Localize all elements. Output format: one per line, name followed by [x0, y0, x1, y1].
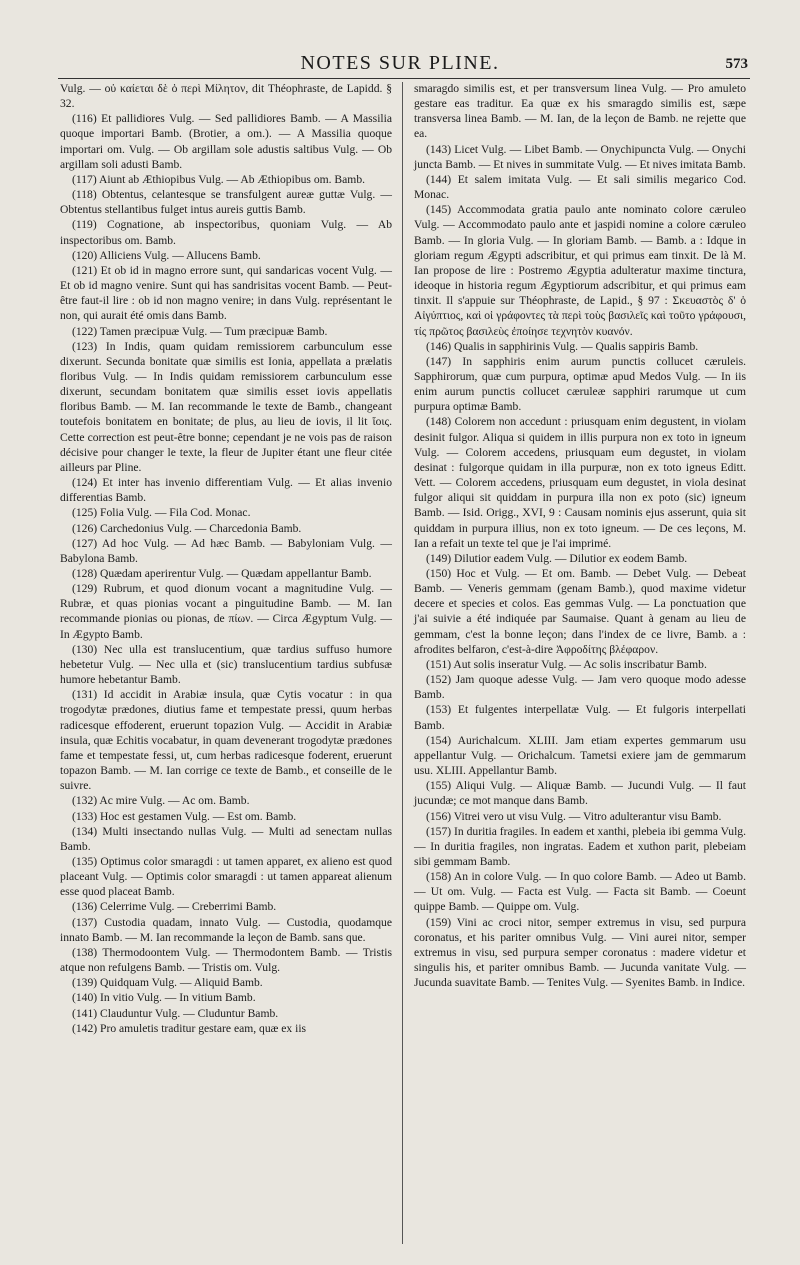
note-paragraph: (146) Qualis in sapphirinis Vulg. — Qualis sappiris Bamb.: [426, 339, 699, 353]
column-divider: [402, 82, 403, 1244]
note-paragraph: (134) Multi insectando nullas Vulg. — Multi ad senectam nullas Bamb.: [60, 824, 392, 853]
note-paragraph: (127) Ad hoc Vulg. — Ad hæc Bamb. — Babyloniam Vulg. — Babylona Bamb.: [60, 536, 392, 565]
note-paragraph: Vulg. — οὐ καίεται δὲ ὁ περὶ Μίλητον, dit Théophraste, de Lapidd. § 32.: [60, 82, 392, 111]
note-paragraph: (157) In duritia fragiles. In eadem et xanthi, plebeia ibi gemma Vulg. — In duritia fragiles, non ingratas. Eadem et xuthon parit, plebeiam sibi gemmam Bamb.: [414, 824, 746, 868]
left-column: [60, 81, 392, 1036]
note-paragraph: (147) In sapphiris enim aurum punctis collucet cæruleis. Sapphirorum, quæ cum purpura, optimæ apud Medos Vulg. — In iis enim aurum punctis collucet cæruleæ sapphiri rarumque ut cum purpura optimæ Bamb.: [414, 354, 746, 414]
note-paragraph: (149) Dilutior eadem Vulg. — Dilutior ex eodem Bamb.: [426, 551, 688, 565]
note-paragraph: (143) Licet Vulg. — Libet Bamb. — Onychipuncta Vulg. — Onychi juncta Bamb. — Et nives in summitate Vulg. — Et nives imitata Bamb.: [414, 142, 746, 171]
note-paragraph: (154) Aurichalcum. XLIII. Jam etiam expertes gemmarum usu appellantur Vulg. — Orichalcum. Tametsi exiere jam de gemmarum usu. XLIII. Appellantur Bamb.: [414, 733, 746, 778]
note-paragraph: (120) Alliciens Vulg. — Allucens Bamb.: [72, 248, 261, 262]
note-paragraph: (128) Quædam aperirentur Vulg. — Quædam appellantur Bamb.: [72, 567, 372, 580]
note-paragraph: (116) Et pallidiores Vulg. — Sed pallidiores Bamb. — A Massilia quoque importari Bamb. (Brotier, a om.). — A Massilia quoque importari om. Vulg. — Ob argillam sole adustis saltibus Vulg. — Ob argillam soli adusti Bamb.: [60, 112, 392, 171]
note-paragraph: (159) Vini ac croci nitor, semper extremus in visu, sed purpura coronatus, et his pariter omnibus Vulg. — Vini aurei nitor, semper extremus in visu, sed purpura semper coronatus : madere videtur et singulis his, et pariter omnibus Bamb. — Jucunda vanitate Vulg. — Jucunda suavitate Bamb. — Tenites Vulg. — Syenites Bamb. in Indice.: [414, 915, 746, 990]
note-paragraph: (139) Quidquam Vulg. — Aliquid Bamb.: [72, 976, 263, 990]
page-number: 573: [725, 56, 748, 72]
note-paragraph: (122) Tamen præcipuæ Vulg. — Tum præcipuæ Bamb.: [72, 324, 328, 338]
note-paragraph: (142) Pro amuletis traditur gestare eam, quæ ex iis: [72, 1021, 307, 1035]
note-paragraph: (145) Accommodata gratia paulo ante nominato colore cæruleo Vulg. — Accommodato paulo ante et jaspidi nomine a colore cæruleo Bamb. — In gloria Vulg. — In gloriam Bamb. — Bamb. a : Idque in gloriam regum Ægypti adscribitur, et qui primus eam tinxit. De là M. Ian propose de lire : Postremo Ægyptia adulteratur maxime tinctura, ideoque in historia regum Ægyptiorum adscribitur, et qui primus eam tinxit. Il s'appuie sur Théophraste, de Lapid., § 97 : Σκευαστὸς δ' ὁ Αἰγύπτιος, καὶ οἱ γράφοντες τὰ περὶ τοὺς βασιλεῖς καὶ τοῦτο γράφουσι, τίς πρῶτος βασιλεὺς ἐποίησε τεχνητὸν κυανόν.: [414, 203, 746, 338]
note-paragraph: (148) Colorem non accedunt : priusquam enim degustent, in violam desinit fulgor. Aliqua si quidem in illis purpura non ex toto in igneum Vulg. — Colorem accedens, priusquam eum degustet, in violam desinat : fulgorque quidam in illa purpuræ, non ex toto igneus Editt. Vett. — Colorem accedens, priusquam eum degustet, in viola desinat fulgor aliqui sit quiddam in purpura illa non ex poto (sic) igneum Bamb. — Isid. Origg., XVI, 9 : Causam nominis ejus asserunt, quia sit quiddam in purpura illius, non ex toto igneum. — De ces leçons, M. Ian a refait un texte tel que je l'ai imprimé.: [414, 415, 746, 550]
note-paragraph: (125) Folia Vulg. — Fila Cod. Monac.: [72, 506, 251, 520]
note-paragraph: (123) In Indis, quam quidam remissiorem carbunculum esse dixerunt. Secunda bonitate quæ similis est Ionia, appellata a prælatis floribus Vulg. — In Indis quidam remissiorem carbunculum esse dixerunt, secundam bonitatem quæ similis esset iovis appellatis floribus Bamb. — M. Ian recommande le texte de Bamb., changeant toutefois bonitatem en bonitate; de plus, au lieu de iovis, il lit ἴοις. Cette correction est peut-être bonne; cependant je ne vois pas de raison décisive pour changer le texte, la fleur de Jupiter étant une fleur citée ailleurs par Pline.: [60, 339, 392, 474]
note-paragraph: (135) Optimus color smaragdi : ut tamen apparet, ex alieno est quod placeant Vulg. — Optimis color smaragdi : ut tamen appareat alienum esse quod placeat Bamb.: [60, 854, 392, 899]
note-paragraph: (119) Cognatione, ab inspectoribus, quoniam Vulg. — Ab inspectoribus om. Bamb.: [60, 218, 392, 247]
note-paragraph: (136) Celerrime Vulg. — Creberrimi Bamb.: [72, 900, 277, 914]
right-column: [414, 81, 746, 990]
note-paragraph: (117) Aiunt ab Æthiopibus Vulg. — Ab Æthiopibus om. Bamb.: [72, 172, 366, 186]
note-paragraph: (150) Hoc et Vulg. — Et om. Bamb. — Debet Vulg. — Debeat Bamb. — Veneris gemmam (genam Bamb.), quod maxime videtur decere et species et colos. Eas gemmas Vulg. — La ponctuation que j'ai suivie a été indiquée par Saumaise. Quant à genam au lieu de gemmam, c'est la bonne leçon; dans l'index de ce livre, Bamb. a : afrodites belfaron, c'est-à-dire Ἀφροδίτης βλέφαρον.: [414, 567, 746, 656]
note-paragraph: (118) Obtentus, celantesque se transfulgent aureæ guttæ Vulg. — Obtentus stellantibus fulget intus aureis guttis Bamb.: [60, 188, 392, 217]
note-paragraph: (137) Custodia quadam, innato Vulg. — Custodia, quodamque innato Bamb. — M. Ian recommande la leçon de Bamb. sans que.: [60, 915, 392, 944]
note-paragraph: (124) Et inter has invenio differentiam Vulg. — Et alias invenio differentias Bamb.: [60, 476, 392, 505]
note-paragraph: (158) An in colore Vulg. — In quo colore Bamb. — Adeo ut Bamb. — Ut om. Vulg. — Facta est Vulg. — Facta sit Bamb. — Coeunt quippe Bamb. — Quippe om. Vulg.: [414, 870, 746, 914]
header-rule: [58, 78, 750, 79]
note-paragraph: (153) Et fulgentes interpellatæ Vulg. — Et fulgoris interpellati Bamb.: [414, 703, 746, 732]
note-paragraph: (130) Nec ulla est translucentium, quæ tardius suffuso humore hebetetur Vulg. — Nec ulla et (sic) translucentium tardius subfusæ humore hebetantur Bamb.: [60, 642, 392, 687]
page-title: NOTES SUR PLINE.: [300, 52, 500, 74]
running-head: [0, 52, 800, 78]
note-paragraph: (121) Et ob id in magno errore sunt, qui sandaricas vocent Vulg. — Et ob id magno venire. Sunt qui has sandrisitas vocent Bamb. — Peut-être faut-il lire : ob id non magno venire; in dans Vulg. représentant le non, qui aurait été omis dans Bamb.: [60, 263, 392, 323]
note-paragraph: (133) Hoc est gestamen Vulg. — Est om. Bamb.: [72, 809, 297, 823]
note-paragraph: (156) Vitrei vero ut visu Vulg. — Vitro adulterantur visu Bamb.: [426, 809, 722, 823]
note-paragraph: (155) Aliqui Vulg. — Aliquæ Bamb. — Jucundi Vulg. — Il faut jucundæ; ce mot manque dans Bamb.: [414, 779, 746, 808]
note-paragraph: (141) Clauduntur Vulg. — Cluduntur Bamb.: [72, 1006, 279, 1020]
note-paragraph: smaragdo similis est, et per transversum linea Vulg. — Pro amuleto gestare eas traditur. Ea quæ ex his smaragdo similis est, sæpe transversa linea Bamb. — M. Ian, de la leçon de Bamb. ne rejette que ea.: [414, 82, 746, 141]
note-paragraph: (152) Jam quoque adesse Vulg. — Jam vero quoque modo adesse Bamb.: [414, 673, 746, 702]
note-paragraph: (140) In vitio Vulg. — In vitium Bamb.: [72, 991, 256, 1005]
note-paragraph: (151) Aut solis inseratur Vulg. — Ac solis inscribatur Bamb.: [426, 657, 707, 671]
note-paragraph: (129) Rubrum, et quod dionum vocant a magnitudine Vulg. — Rubræ, et quas pionias vocant a pinguitudine Bamb. — M. Ian recommande pionias ou pionas, de πίων. — Circa Ægyptum Vulg. — In Ægypto Bamb.: [60, 582, 392, 641]
note-paragraph: (132) Ac mire Vulg. — Ac om. Bamb.: [72, 794, 250, 808]
note-paragraph: (138) Thermodoontem Vulg. — Thermodontem Bamb. — Tristis atque non refulgens Bamb. — Tristis om. Vulg.: [60, 945, 392, 975]
note-paragraph: (144) Et salem imitata Vulg. — Et sali similis megarico Cod. Monac.: [414, 172, 746, 202]
note-paragraph: (126) Carchedonius Vulg. — Charcedonia Bamb.: [72, 521, 302, 535]
note-paragraph: (131) Id accidit in Arabiæ insula, quæ Cytis vocatur : in qua trogodytæ prædones, diutius fame et tempestate pressi, quum herbas radicesque effoderent, eruerunt topazion Vulg. — Accidit in Arabiæ insula, quæ Echitis vocabatur, in quam devenerant trogodytæ prædones fame et tempestate fessi, ut, cum herbas radicesque foderent, eruerunt topazon Bamb. — M. Ian corrige ce texte de Bamb., et conseille de le suivre.: [60, 688, 392, 793]
